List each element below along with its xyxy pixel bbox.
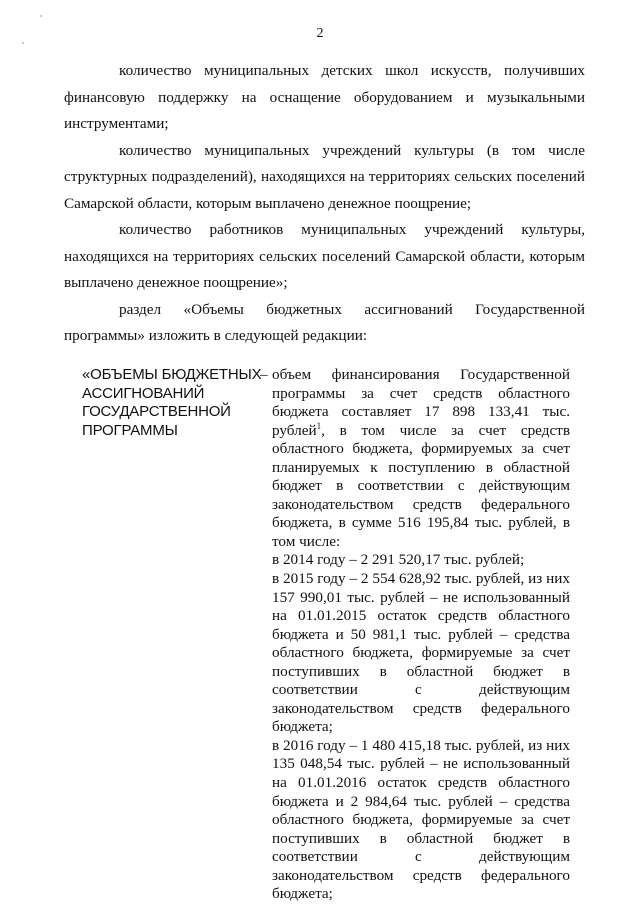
table-intro <box>272 366 570 551</box>
paragraph: количество работников муниципальных учреждений культуры, находящихся на территориях сельских поселений Самарской области, которым выплачено денежное поощрение»; <box>64 221 585 291</box>
table-content <box>272 366 570 904</box>
table-heading: «ОБЪЕМЫ БЮДЖЕТНЫХ АССИГНОВАНИЙ ГОСУДАРСТВЕННОЙ ПРОГРАММЫ <box>82 366 262 439</box>
table-intro-cont: , в том числе за счет средств областного бюджета, формируемых за счет планируемых к поступлению в областной бюджет в соответствии с действующим законодательством средств федерального бюджета, в сумме 516 195,84 тыс. рублей, в том числе: <box>272 421 570 550</box>
table-year-2016: в 2016 году – 1 480 415,18 тыс. рублей, из них 135 048,54 тыс. рублей – не использованный на 01.01.2016 остаток средств областного бюджета и 2 984,64 тыс. рублей – средства областного бюджета, формируемые за счет поступивших в областной бюджет в соответствии с действующим законодательством средств федерального бюджета; <box>272 736 570 903</box>
table-year-2014: в 2014 году – 2 291 520,17 тыс. рублей; <box>272 551 525 569</box>
paragraph: раздел «Объемы бюджетных ассигнований Государственной программы» изложить в следующей редакции: <box>64 300 585 344</box>
footnote-mark: 1 <box>316 420 322 431</box>
paragraph: количество муниципальных детских школ искусств, получивших финансовую поддержку на оснащение оборудованием и музыкальными инструментами; <box>64 62 585 132</box>
table-dash: – <box>260 366 268 383</box>
scan-speck <box>40 15 42 17</box>
scan-speck <box>22 42 24 44</box>
paragraph: количество муниципальных учреждений культуры (в том числе структурных подразделений), находящихся на территориях сельских поселений Самарской области, которым выплачено денежное поощрение; <box>64 141 585 212</box>
table-year-2015: в 2015 году – 2 554 628,92 тыс. рублей, из них 157 990,01 тыс. рублей – не использованный на 01.01.2015 остаток средств областного бюджета и 50 981,1 тыс. рублей – средства областного бюджета, формируемые за счет поступивших в областной бюджет в соответствии с действующим законодательством средств федерального бюджета; <box>272 570 570 736</box>
page-number: 2 <box>316 26 324 41</box>
body-text <box>64 58 585 350</box>
table-intro-text: объем финансирования Государственной программы за счет средств областного бюджета составляет 17 898 133,41 тыс. рублей <box>272 366 570 439</box>
